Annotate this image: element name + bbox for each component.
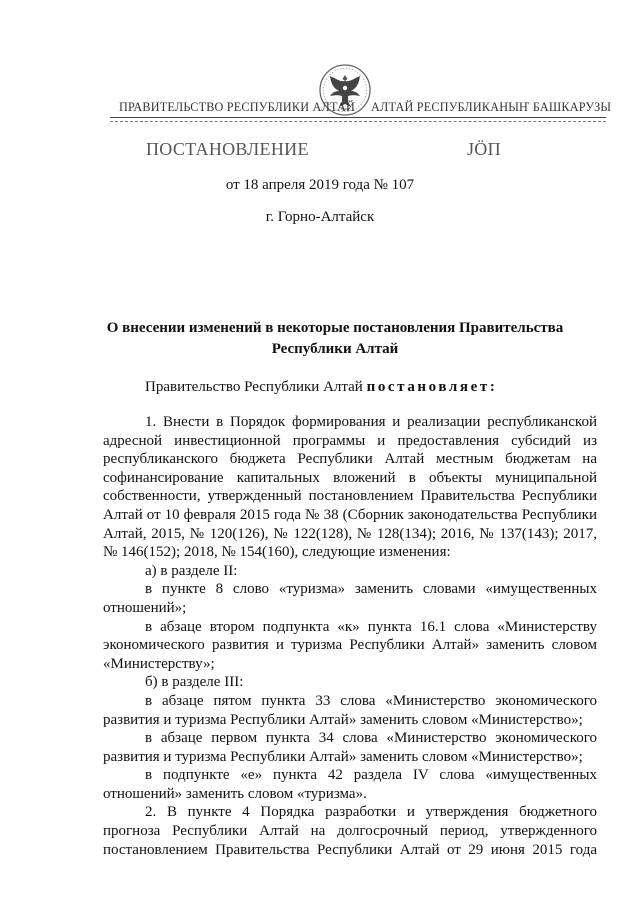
header-left-title: ПРАВИТЕЛЬСТВО РЕСПУБЛИКИ АЛТАЙ	[119, 100, 356, 114]
intro-text: Правительство Республики Алтай	[145, 379, 367, 395]
document-body	[103, 413, 597, 859]
document-type-russian: ПОСТАНОВЛЕНИЕ	[146, 139, 309, 159]
paragraph-5: б) в разделе III:	[145, 674, 244, 691]
document-type-altai: ЈӦП	[467, 139, 501, 159]
paragraph-6: в абзаце пятом пункта 33 слова «Министерство экономического развития и туризма Республики Алтай» заменить словом «Министерство»;	[103, 692, 597, 728]
header-divider	[110, 117, 606, 118]
paragraph-8: в подпункте «е» пункта 42 раздела IV слова «имущественных отношений» заменить словом «туризма».	[103, 767, 597, 802]
header-divider-dashed	[110, 121, 606, 122]
paragraph-3: в пункте 8 слово «туризма» заменить словами «имущественных отношений»;	[103, 581, 597, 616]
intro-decree-word: постановляет:	[366, 379, 498, 395]
document-title: О внесении изменений в некоторые постановления Правительства Республики Алтай	[106, 320, 564, 357]
paragraph-1: 1. Внести в Порядок формирования и реализации республиканской адресной инвестиционной программы и предоставления субсидий из республиканского бюджета Республики Алтай местным бюджетам на софинансирование капитальных вложений в объекты муниципальной собственности, утвержденный постановлением Правительства Республики Алтай от 10 февраля 2015 года № 38 (Сборник законодательства Республики Алтай, 2015, № 120(126), № 122(128), № 128(134); 2016, № 137(143); 2017, № 146(152); 2018, № 154(160), следующие изменения:	[103, 414, 597, 561]
document-city: г. Горно-Алтайск	[265, 209, 375, 225]
paragraph-4: в абзаце втором подпункта «к» пункта 16.1 слова «Министерству экономического развития и туризма Республики Алтай» заменить словом «Министерству»;	[103, 618, 597, 672]
header-right-title: АЛТАЙ РЕСПУБЛИКАНЫҤ БАШКАРУЗЫ	[371, 100, 612, 114]
document-intro	[145, 379, 497, 396]
paragraph-9: 2. В пункте 4 Порядка разработки и утверждения бюджетного прогноза Республики Алтай на долгосрочный период, утвержденного постановлением Правительства Республики Алтай от 29 июня 2015 года	[103, 804, 597, 858]
document-date-number: от 18 апреля 2019 года № 107	[225, 177, 415, 193]
paragraph-2: а) в разделе II:	[145, 562, 238, 579]
paragraph-7: в абзаце первом пункта 34 слова «Министерство экономического развития и туризма Республики Алтай» заменить словом «Министерство»;	[103, 730, 597, 765]
